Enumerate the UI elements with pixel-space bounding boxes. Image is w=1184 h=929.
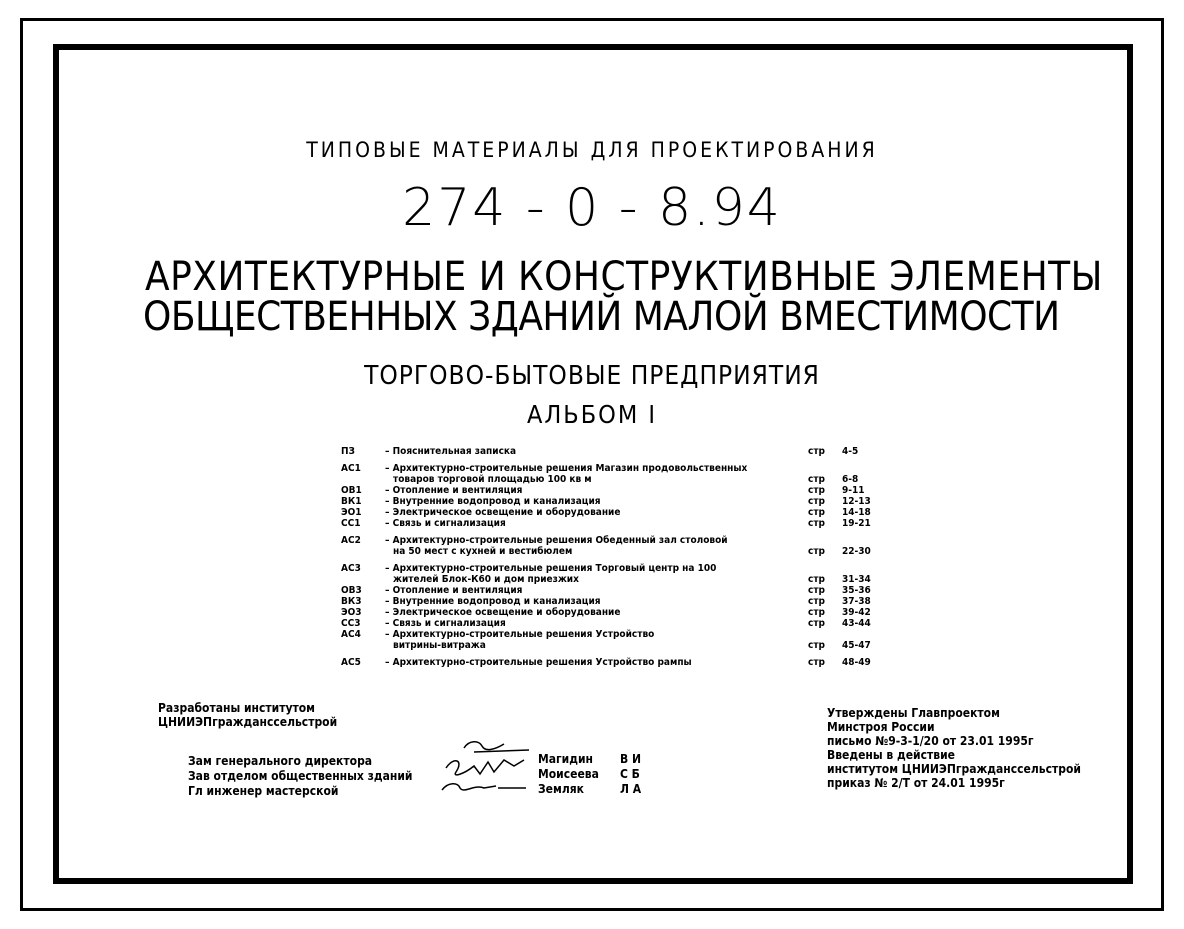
toc-row bbox=[341, 596, 871, 607]
toc-code: ЭО3 bbox=[341, 607, 362, 618]
toc-row bbox=[341, 657, 871, 668]
toc-row bbox=[341, 463, 861, 474]
approval-line: письмо №9-3-1/20 от 23.01 1995г bbox=[827, 734, 1034, 748]
toc-code: ВК3 bbox=[341, 596, 362, 607]
toc-page-prefix: стр bbox=[808, 618, 825, 629]
toc-row bbox=[341, 585, 871, 596]
toc-text: жителей Блок-К60 и дом приезжих bbox=[393, 574, 579, 585]
toc-row bbox=[341, 474, 861, 485]
staff-names bbox=[538, 752, 650, 797]
toc-text: – Архитектурно-строительные решения Устройство рампы bbox=[385, 657, 692, 668]
title-line-1: АРХИТЕКТУРНЫЕ И КОНСТРУКТИВНЫЕ ЭЛЕМЕНТЫ bbox=[145, 254, 1103, 300]
toc-page-prefix: стр bbox=[808, 446, 825, 457]
staff-initials: Л А bbox=[620, 782, 642, 796]
document-code: 274 - 0 - 8.94 bbox=[402, 178, 782, 238]
toc-pages: 6-8 bbox=[842, 474, 859, 485]
toc-text: – Архитектурно-строительные решения Устройство bbox=[385, 629, 655, 640]
toc-text: – Электрическое освещение и оборудование bbox=[385, 607, 621, 618]
signatures-image bbox=[434, 738, 534, 798]
toc-page-prefix: стр bbox=[808, 657, 825, 668]
staff-name: Моисеева bbox=[538, 767, 599, 781]
toc-code: СС3 bbox=[341, 618, 361, 629]
toc-row bbox=[341, 607, 871, 618]
toc-page-prefix: стр bbox=[808, 596, 825, 607]
album-label: АЛЬБОМ I bbox=[526, 400, 658, 429]
approval-block bbox=[827, 706, 1081, 790]
toc-text: – Пояснительная записка bbox=[385, 446, 517, 457]
toc-row bbox=[341, 546, 871, 557]
toc-page-prefix: стр bbox=[808, 585, 825, 596]
toc-page-prefix: стр bbox=[808, 496, 825, 507]
toc-row bbox=[341, 563, 861, 574]
toc-text: – Архитектурно-строительные решения Магазин продовольственных bbox=[385, 463, 748, 474]
toc-text: – Внутренние водопровод и канализация bbox=[385, 496, 601, 507]
toc-pages: 14-18 bbox=[842, 507, 871, 518]
toc-text: – Архитектурно-строительные решения Обеденный зал столовой bbox=[385, 535, 728, 546]
toc-text: товаров торговой площадью 100 кв м bbox=[393, 474, 592, 485]
toc-row bbox=[341, 518, 871, 529]
toc-pages: 37-38 bbox=[842, 596, 871, 607]
toc-pages: 9-11 bbox=[842, 485, 865, 496]
toc-page-prefix: стр bbox=[808, 485, 825, 496]
toc-page-prefix: стр bbox=[808, 574, 825, 585]
toc-code: АС2 bbox=[341, 535, 361, 546]
toc-text: – Внутренние водопровод и канализация bbox=[385, 596, 601, 607]
staff-name-row bbox=[538, 782, 650, 797]
staff-name-row bbox=[538, 767, 650, 782]
toc-code: АС3 bbox=[341, 563, 361, 574]
toc-page-prefix: стр bbox=[808, 640, 825, 651]
staff-roles bbox=[188, 754, 412, 799]
staff-name: Магидин bbox=[538, 752, 593, 766]
toc-row bbox=[341, 496, 871, 507]
toc-pages: 45-47 bbox=[842, 640, 871, 651]
toc-code: СС1 bbox=[341, 518, 361, 529]
toc-pages: 22-30 bbox=[842, 546, 871, 557]
toc-page-prefix: стр bbox=[808, 507, 825, 518]
table-of-contents bbox=[341, 446, 871, 668]
toc-pages: 19-21 bbox=[842, 518, 871, 529]
approval-line: Введены в действие bbox=[827, 748, 955, 762]
toc-pages: 43-44 bbox=[842, 618, 871, 629]
developer-block bbox=[158, 701, 337, 729]
developer-line-1: Разработаны институтом bbox=[158, 701, 315, 715]
toc-text: на 50 мест с кухней и вестибюлем bbox=[393, 546, 573, 557]
toc-pages: 35-36 bbox=[842, 585, 871, 596]
toc-text: – Связь и сигнализация bbox=[385, 518, 506, 529]
toc-code: АС1 bbox=[341, 463, 361, 474]
developer-line-2: ЦНИИЭПгражданссельстрой bbox=[158, 715, 338, 729]
toc-row bbox=[341, 485, 865, 496]
toc-pages: 39-42 bbox=[842, 607, 871, 618]
toc-code: ВК1 bbox=[341, 496, 362, 507]
toc-pages: 48-49 bbox=[842, 657, 871, 668]
toc-page-prefix: стр bbox=[808, 518, 825, 529]
staff-role: Гл инженер мастерской bbox=[188, 784, 339, 798]
toc-page-prefix: стр bbox=[808, 607, 825, 618]
toc-row bbox=[341, 446, 861, 457]
toc-pages: 12-13 bbox=[842, 496, 871, 507]
toc-code: ОВ3 bbox=[341, 585, 362, 596]
staff-name-row bbox=[538, 752, 650, 767]
toc-code: ПЗ bbox=[341, 446, 355, 457]
approval-line: Минстроя России bbox=[827, 720, 935, 734]
toc-code: ОВ1 bbox=[341, 485, 362, 496]
approval-line: Утверждены Главпроектом bbox=[827, 706, 1000, 720]
staff-name: Земляк bbox=[538, 782, 584, 796]
approval-line: институтом ЦНИИЭПгражданссельстрой bbox=[827, 762, 1081, 776]
toc-code: АС5 bbox=[341, 657, 361, 668]
approval-line: приказ № 2/Т от 24.01 1995г bbox=[827, 776, 1005, 790]
toc-row bbox=[341, 618, 871, 629]
staff-role: Зав отделом общественных зданий bbox=[188, 769, 413, 783]
subtitle: ТОРГОВО-БЫТОВЫЕ ПРЕДПРИЯТИЯ bbox=[364, 361, 820, 391]
toc-page-prefix: стр bbox=[808, 474, 825, 485]
toc-pages: 31-34 bbox=[842, 574, 871, 585]
toc-row bbox=[341, 629, 861, 640]
title-line-2: ОБЩЕСТВЕННЫХ ЗДАНИЙ МАЛОЙ ВМЕСТИМОСТИ bbox=[143, 294, 1060, 340]
toc-row bbox=[341, 507, 871, 518]
toc-row bbox=[341, 535, 861, 546]
toc-page-prefix: стр bbox=[808, 546, 825, 557]
toc-row bbox=[341, 574, 871, 585]
toc-text: – Отопление и вентиляция bbox=[385, 485, 523, 496]
toc-text: витрины-витража bbox=[393, 640, 486, 651]
toc-code: АС4 bbox=[341, 629, 361, 640]
toc-code: ЭО1 bbox=[341, 507, 362, 518]
staff-initials: В И bbox=[620, 752, 642, 766]
toc-text: – Отопление и вентиляция bbox=[385, 585, 523, 596]
series-heading: ТИПОВЫЕ МАТЕРИАЛЫ ДЛЯ ПРОЕКТИРОВАНИЯ bbox=[306, 138, 878, 162]
toc-text: – Связь и сигнализация bbox=[385, 618, 506, 629]
toc-pages: 4-5 bbox=[842, 446, 859, 457]
toc-text: – Архитектурно-строительные решения Торговый центр на 100 bbox=[385, 563, 717, 574]
toc-text: – Электрическое освещение и оборудование bbox=[385, 507, 621, 518]
staff-role: Зам генерального директора bbox=[188, 754, 373, 768]
toc-row bbox=[341, 640, 871, 651]
staff-initials: С Б bbox=[620, 767, 640, 781]
